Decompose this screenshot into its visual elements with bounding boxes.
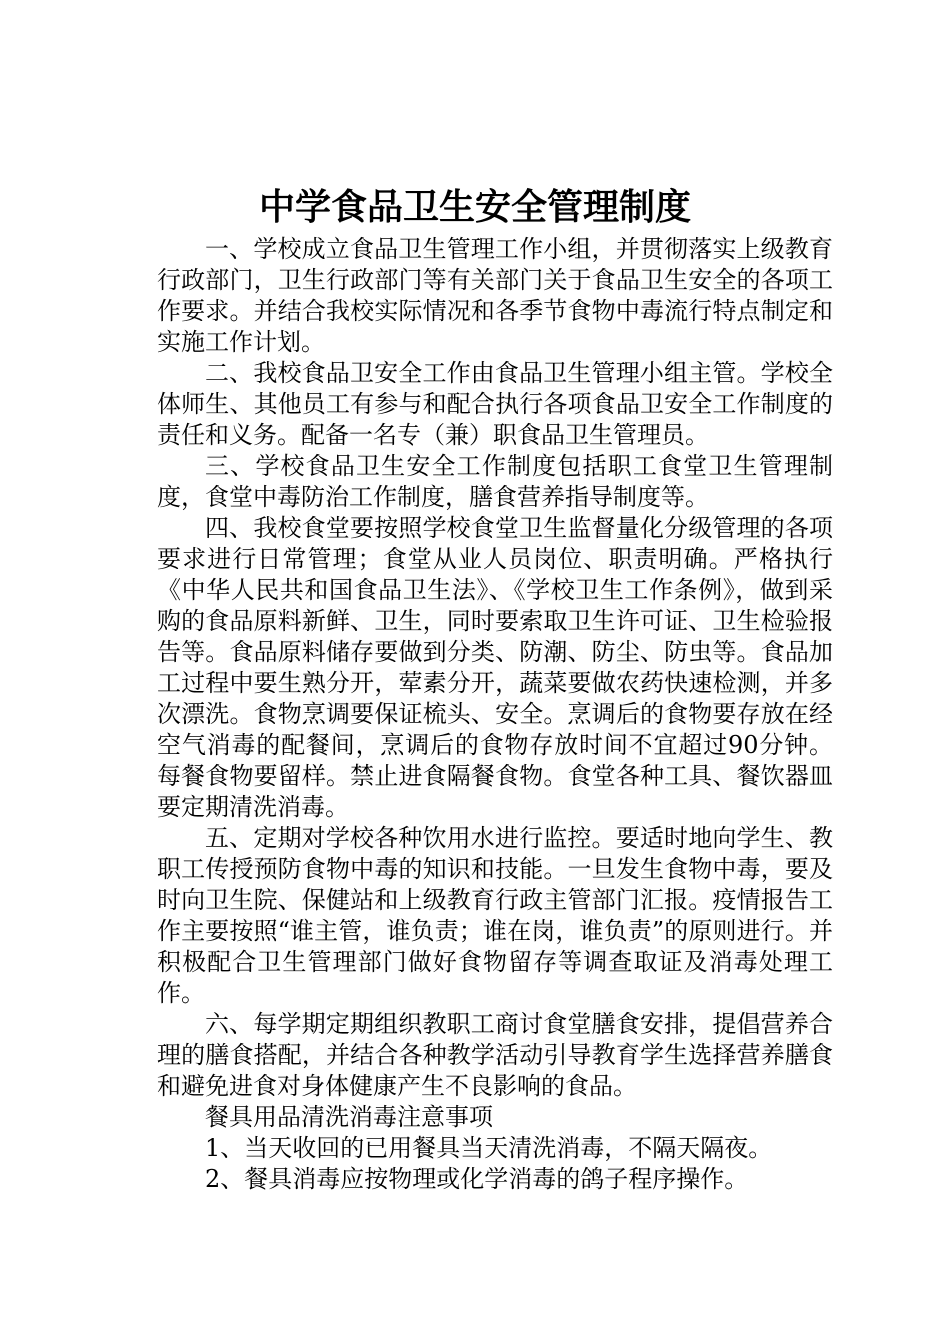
- paragraph-2: 二、我校食品卫安全工作由食品卫生管理小组主管。学校全体师生、其他员工有参与和配合执行各项食品卫安全工作制度的责任和义务。配备一名专（兼）职食品卫生管理员。: [157, 359, 833, 449]
- paragraph-6: 六、每学期定期组织教职工商讨食堂膳食安排，提倡营养合理的膳食搭配，并结合各种教学活动引导教育学生选择营养膳食和避免进食对身体健康产生不良影响的食品。: [157, 1010, 833, 1100]
- paragraph-4: 四、我校食堂要按照学校食堂卫生监督量化分级管理的各项要求进行日常管理；食堂从业人员岗位、职责明确。严格执行《中华人民共和国食品卫生法》、《学校卫生工作条例》，做到采购的食品原料新鲜、卫生，同时要索取卫生许可证、卫生检验报告等。食品原料储存要做到分类、防潮、防尘、防虫等。食品加工过程中要生熟分开，荤素分开，蔬菜要做农药快速检测，并多次漂洗。食物烹调要保证梳头、安全。烹调后的食物要存放在经空气消毒的配餐间，烹调后的食物存放时间不宜超过90分钟。每餐食物要留样。禁止进食隔餐食物。食堂各种工具、餐饮器皿要定期清洗消毒。: [157, 514, 833, 821]
- document-title: 中学食品卫生安全管理制度: [258, 187, 691, 228]
- paragraph-3: 三、学校食品卫生安全工作制度包括职工食堂卫生管理制度，食堂中毒防治工作制度，膳食营养指导制度等。: [157, 452, 833, 511]
- list-item-1: 1、当天收回的已用餐具当天清洗消毒，不隔天隔夜。: [205, 1134, 773, 1162]
- document-body: [157, 234, 833, 1195]
- paragraph-1: 一、学校成立食品卫生管理工作小组，并贯彻落实上级教育行政部门，卫生行政部门等有关部门关于食品卫生安全的各项工作要求。并结合我校实际情况和各季节食物中毒流行特点制定和实施工作计划。: [157, 235, 833, 356]
- paragraph-5: 五、定期对学校各种饮用水进行监控。要适时地向学生、教职工传授预防食物中毒的知识和技能。一旦发生食物中毒，要及时向卫生院、保健站和上级教育行政主管部门汇报。疫情报告工作主要按照“谁主管，谁负责；谁在岗，谁负责”的原则进行。并积极配合卫生管理部门做好食物留存等调查取证及消毒处理工作。: [157, 824, 833, 1007]
- section-heading: 餐具用品清洗消毒注意事项: [205, 1103, 493, 1131]
- list-item-2: 2、餐具消毒应按物理或化学消毒的鸽子程序操作。: [205, 1165, 749, 1193]
